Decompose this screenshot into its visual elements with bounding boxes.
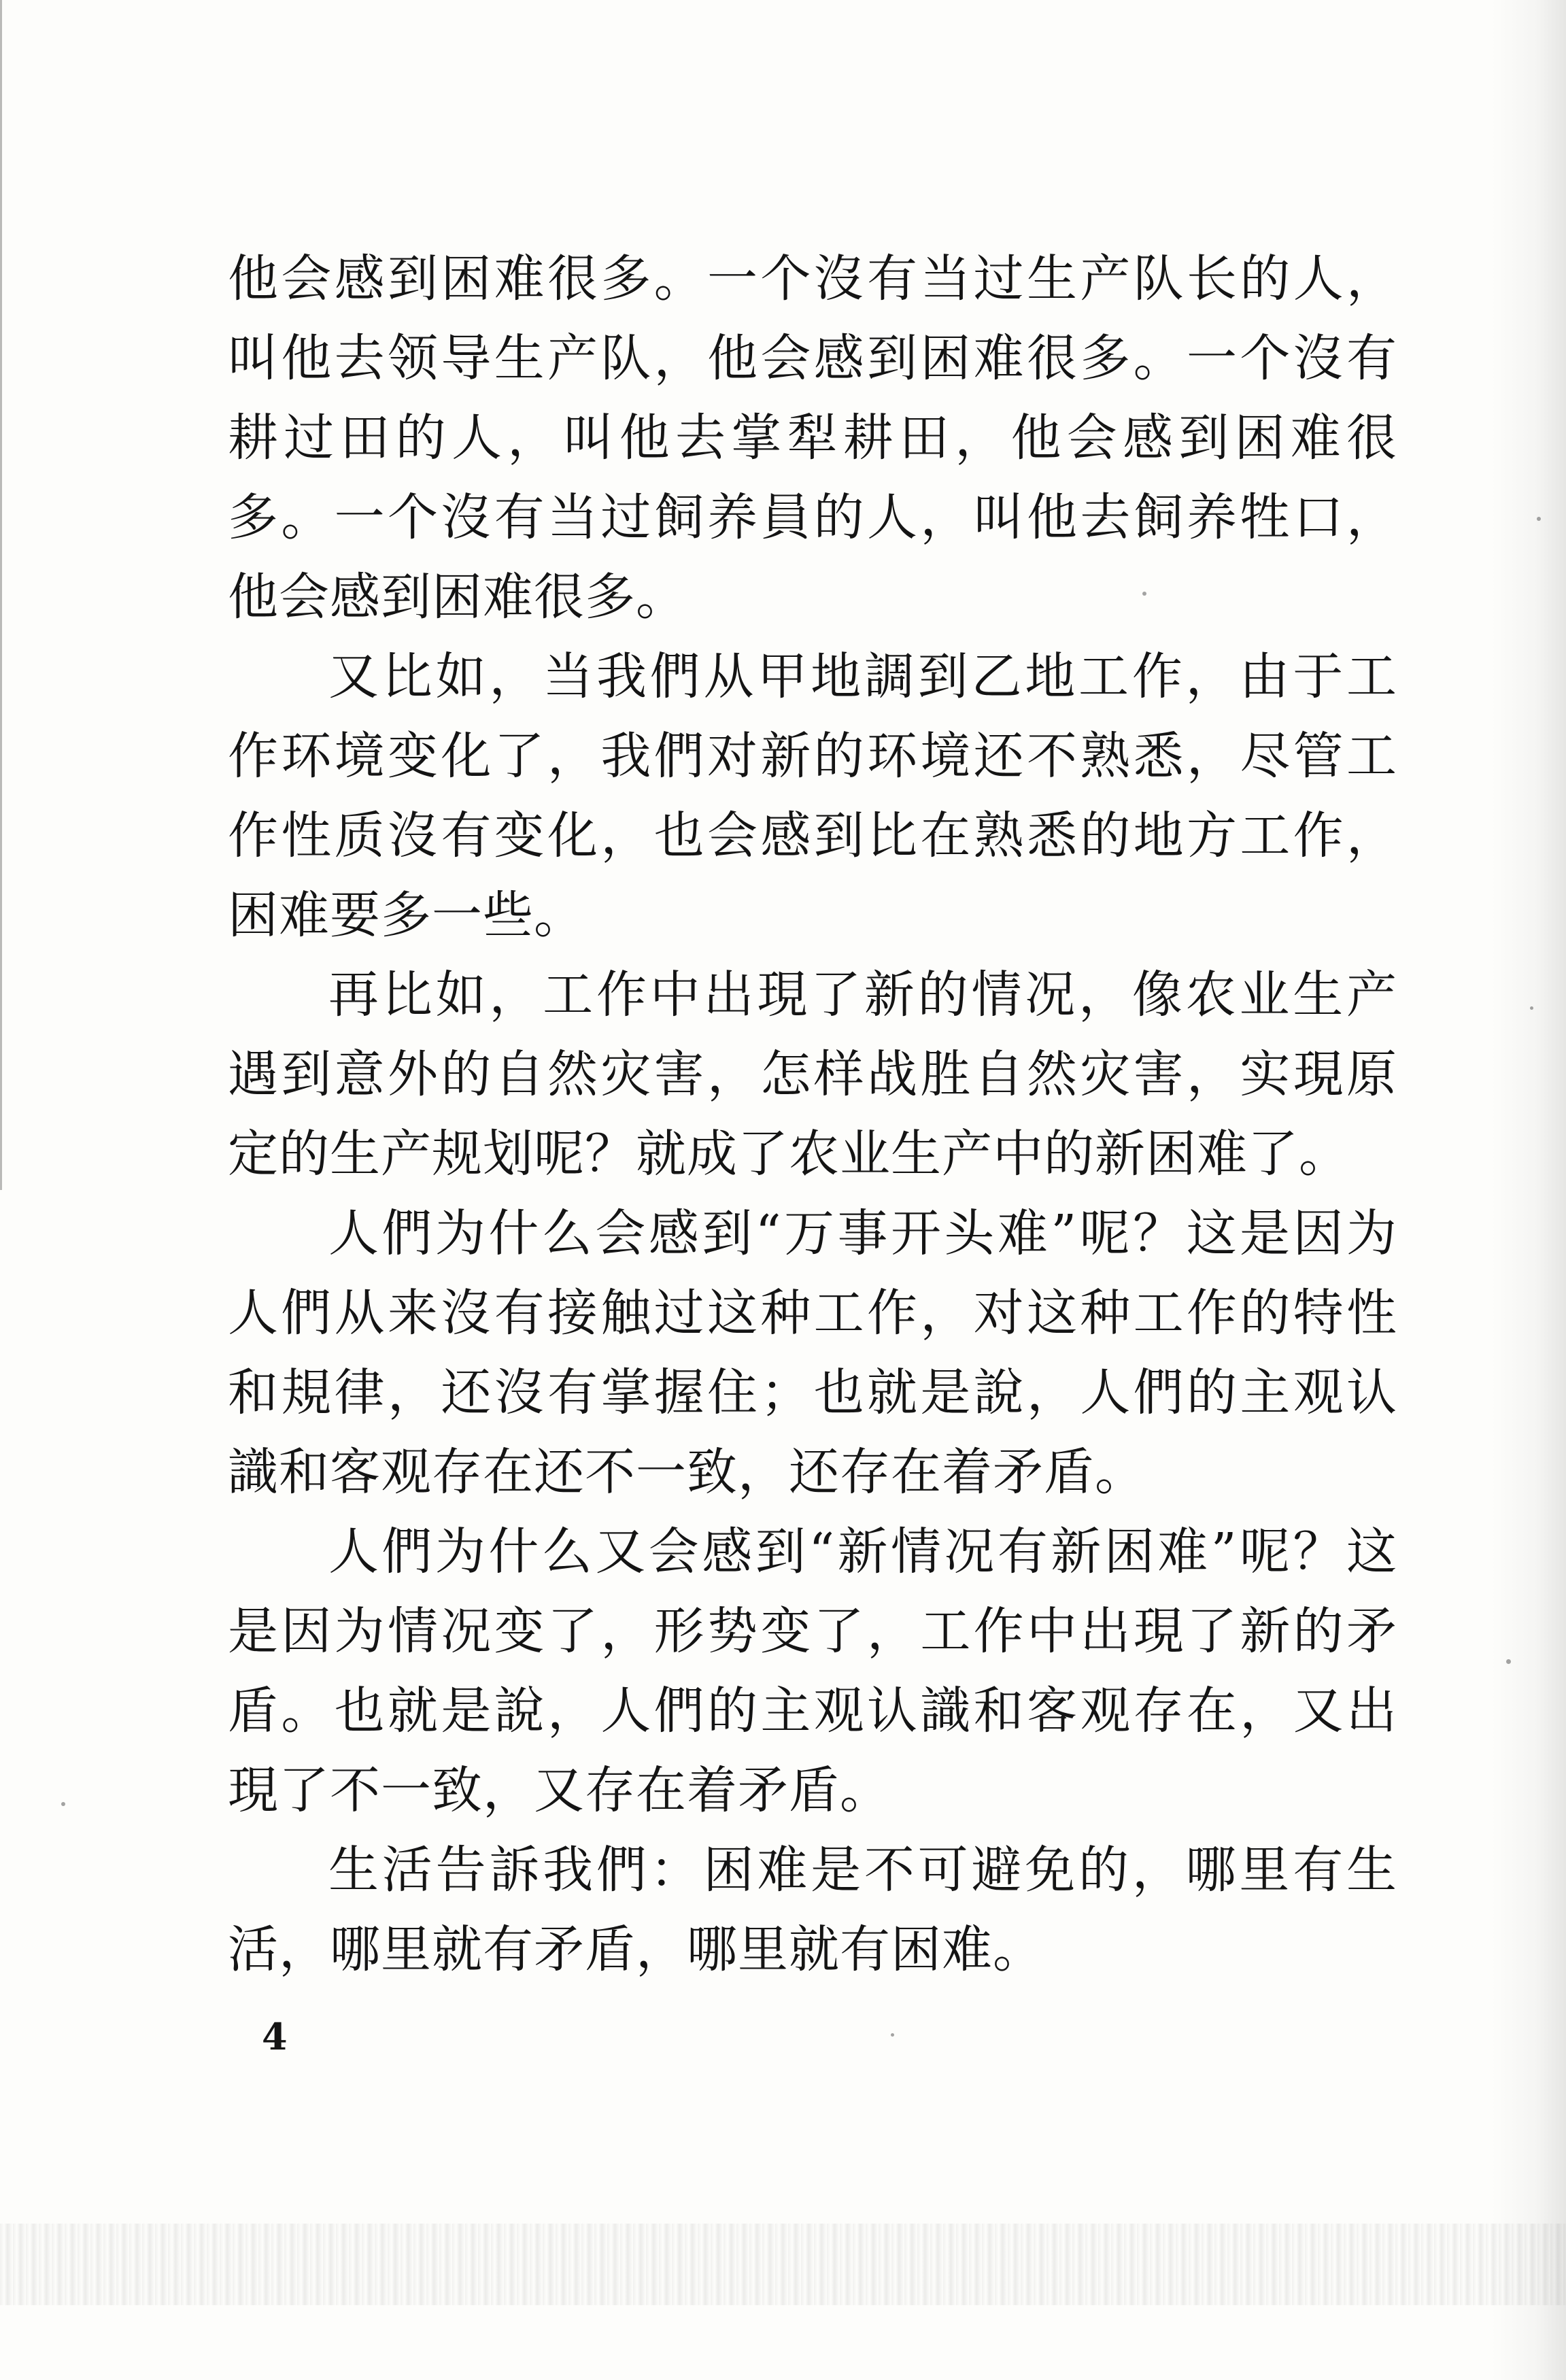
paragraph-4: 人們为什么会感到“万事开头难”呢？这是因为人們从来沒有接触过这种工作，对这种工作的特性和規律，还沒有掌握住；也就是說，人們的主观认識和客观存在还不一致，还存在着矛盾。 xyxy=(228,1204,1397,1501)
paragraph-2: 又比如，当我們从甲地調到乙地工作，由于工作环境变化了，我們对新的环境还不熟悉，尽管工作性质沒有变化，也会感到比在熟悉的地方工作，困难要多一些。 xyxy=(228,647,1397,945)
scan-speck xyxy=(61,1802,65,1806)
paragraph-5: 人們为什么又会感到“新情况有新困难”呢？这是因为情况变了，形势变了，工作中出現了新的矛盾。也就是說，人們的主观认識和客观存在，又出現了不一致，又存在着矛盾。 xyxy=(228,1523,1397,1820)
page-number: 4 xyxy=(262,2015,288,2058)
scan-speck xyxy=(1506,1659,1511,1664)
scan-edge-line xyxy=(0,0,2,1190)
body-text xyxy=(228,239,1397,1990)
paragraph-1: 他会感到困难很多。一个沒有当过生产队长的人，叫他去领导生产队，他会感到困难很多。一个沒有耕过田的人，叫他去掌犁耕田，他会感到困难很多。一个沒有当过飼养員的人，叫他去飼养牲口，他会感到困难很多。 xyxy=(228,250,1397,626)
scan-bottom-noise xyxy=(0,2224,1566,2305)
scan-speck xyxy=(1537,517,1541,521)
paragraph-6: 生活告訴我們：困难是不可避免的，哪里有生活，哪里就有矛盾，哪里就有困难。 xyxy=(228,1841,1397,1979)
scan-speck xyxy=(1530,1006,1533,1010)
paragraph-3: 再比如，工作中出現了新的情况，像农业生产遇到意外的自然灾害，怎样战胜自然灾害，实現原定的生产规划呢？就成了农业生产中的新困难了。 xyxy=(228,966,1397,1183)
scan-speck xyxy=(891,2033,894,2037)
scan-edge-shadow xyxy=(1491,0,1566,2380)
